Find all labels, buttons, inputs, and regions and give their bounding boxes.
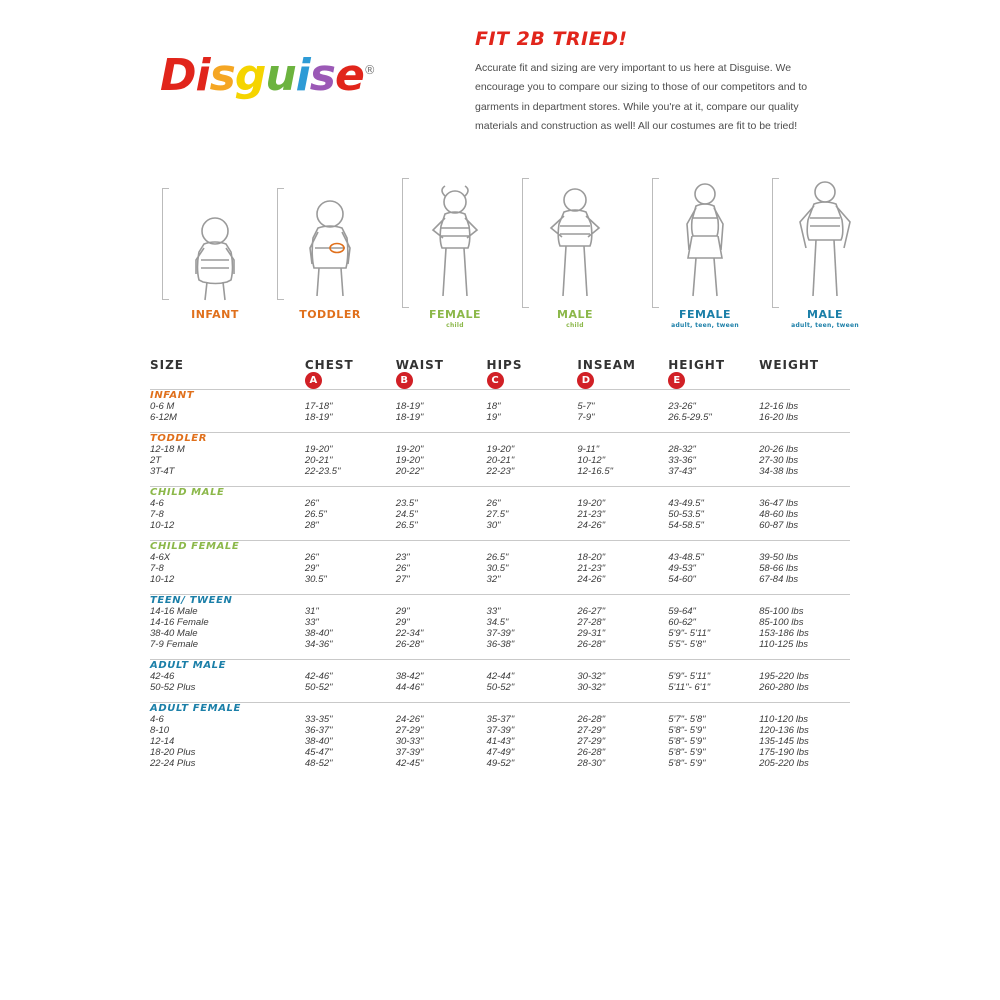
cell-weight: 205-220 lbs xyxy=(759,758,809,769)
group-spacer xyxy=(150,650,850,660)
cell-hips: 30" xyxy=(486,520,501,531)
cell-hips: 33" xyxy=(486,606,501,617)
group-name-child-male: CHILD MALE xyxy=(150,487,850,499)
cell-hips: 37-39" xyxy=(486,628,515,639)
row-size-label: 12-18 M xyxy=(150,444,185,455)
column-header-size: SIZE xyxy=(150,358,185,372)
cell-inseam: 7-9" xyxy=(577,412,595,423)
spacer-cell xyxy=(150,477,850,487)
table-row xyxy=(150,671,850,682)
cell-inseam: 21-23" xyxy=(577,509,606,520)
table-row xyxy=(150,639,850,650)
cell-waist: 42-45" xyxy=(395,758,424,769)
cell-inseam: 29-31" xyxy=(577,628,606,639)
cell-hips: 18" xyxy=(486,401,501,412)
row-size-label: 14-16 Male xyxy=(150,606,198,617)
cell-weight: 48-60 lbs xyxy=(759,509,799,520)
figure-label: TODDLER xyxy=(299,308,361,321)
cell-height: 5'8"- 5'9" xyxy=(668,747,706,758)
measurement-badge-C xyxy=(487,372,578,390)
measurement-badge-empty xyxy=(150,372,305,390)
logo-letter: i xyxy=(295,50,310,101)
row-size-label: 18-20 Plus xyxy=(150,747,196,758)
cell-waist: 29" xyxy=(395,606,410,617)
measurement-badge-B xyxy=(396,372,487,390)
size-table-head xyxy=(150,358,850,390)
cell-weight: 58-66 lbs xyxy=(759,563,799,574)
cell-weight: 135-145 lbs xyxy=(759,736,809,747)
cell-weight: 27-30 lbs xyxy=(759,455,799,466)
group-header-row xyxy=(150,660,850,672)
cell-waist: 30-33" xyxy=(395,736,424,747)
group-header-row xyxy=(150,541,850,553)
cell-chest: 38-40" xyxy=(304,628,333,639)
cell-weight: 195-220 lbs xyxy=(759,671,809,682)
group-header-row xyxy=(150,487,850,499)
cell-chest: 22-23.5" xyxy=(304,466,341,477)
table-row xyxy=(150,466,850,477)
table-row xyxy=(150,412,850,423)
cell-height: 5'5"- 5'8" xyxy=(668,639,706,650)
size-table-wrap xyxy=(150,358,850,769)
table-row xyxy=(150,574,850,585)
cell-weight: 34-38 lbs xyxy=(759,466,799,477)
cell-hips: 32" xyxy=(486,574,501,585)
cell-waist: 23.5" xyxy=(395,498,418,509)
size-table xyxy=(150,358,850,769)
figure-male-3 xyxy=(520,178,630,348)
measurement-badge-empty xyxy=(759,372,850,390)
row-size-label: 7-8 xyxy=(150,563,164,574)
figure-illustration xyxy=(275,178,385,308)
cell-height: 5'9"- 5'11" xyxy=(668,628,711,639)
cell-waist: 20-22" xyxy=(395,466,424,477)
fit-body-text: Accurate fit and sizing are very important to us here at Disguise. We encourage you to compare our sizing to those of our competitors and to garments in department stores. While you're at it, compare our quality materials and construction as well! All our costumes are fit to be tried! xyxy=(475,62,808,133)
cell-hips: 36-38" xyxy=(486,639,515,650)
column-header-row xyxy=(150,358,850,372)
cell-height: 59-64" xyxy=(668,606,696,617)
spacer-cell xyxy=(150,585,850,595)
measurement-badge-E xyxy=(668,372,759,390)
cell-height: 23-26" xyxy=(668,401,696,412)
cell-chest: 30.5" xyxy=(304,574,327,585)
cell-inseam: 30-32" xyxy=(577,682,606,693)
row-size-label: 42-46 xyxy=(150,671,175,682)
cell-height: 5'8"- 5'9" xyxy=(668,725,706,736)
cell-waist: 26-28" xyxy=(395,639,424,650)
group-name-infant: INFANT xyxy=(150,390,850,402)
cell-inseam: 27-29" xyxy=(577,725,606,736)
figure-illustration xyxy=(400,178,510,308)
spacer-cell xyxy=(150,650,850,660)
cell-inseam: 26-28" xyxy=(577,747,606,758)
cell-waist: 18-19" xyxy=(395,401,424,412)
table-row xyxy=(150,444,850,455)
cell-height: 60-62" xyxy=(668,617,696,628)
table-row xyxy=(150,714,850,725)
logo-letter: s xyxy=(309,50,335,101)
fit-title: FIT 2B TRIED! xyxy=(475,28,628,50)
table-row xyxy=(150,725,850,736)
cell-waist: 26" xyxy=(395,563,410,574)
cell-hips: 19" xyxy=(486,412,501,423)
cell-hips: 47-49" xyxy=(486,747,515,758)
table-row xyxy=(150,747,850,758)
cell-hips: 37-39" xyxy=(486,725,515,736)
cell-weight: 85-100 lbs xyxy=(759,617,804,628)
figure-sublabel: adult, teen, tween xyxy=(671,322,739,329)
cell-height: 26.5-29.5" xyxy=(668,412,712,423)
table-row xyxy=(150,758,850,769)
cell-waist: 23" xyxy=(395,552,410,563)
cell-weight: 16-20 lbs xyxy=(759,412,799,423)
row-size-label: 14-16 Female xyxy=(150,617,209,628)
cell-inseam: 26-28" xyxy=(577,639,606,650)
cell-inseam: 24-26" xyxy=(577,520,606,531)
group-spacer xyxy=(150,477,850,487)
cell-hips: 27.5" xyxy=(486,509,509,520)
figure-female-4 xyxy=(650,178,760,348)
cell-weight: 12-16 lbs xyxy=(759,401,799,412)
figure-sublabel: adult, teen, tween xyxy=(791,322,859,329)
cell-hips: 26.5" xyxy=(486,552,509,563)
cell-hips: 50-52" xyxy=(486,682,515,693)
table-row xyxy=(150,498,850,509)
spacer-cell xyxy=(150,423,850,433)
cell-weight: 175-190 lbs xyxy=(759,747,809,758)
logo-registered-mark: ® xyxy=(363,63,375,78)
cell-height: 50-53.5" xyxy=(668,509,704,520)
cell-height: 5'8"- 5'9" xyxy=(668,758,706,769)
group-header-row xyxy=(150,595,850,607)
group-name-adult-female: ADULT FEMALE xyxy=(150,703,850,715)
cell-waist: 29" xyxy=(395,617,410,628)
row-size-label: 7-9 Female xyxy=(150,639,199,650)
cell-height: 5'9"- 5'11" xyxy=(668,671,711,682)
cell-chest: 38-40" xyxy=(304,736,333,747)
row-size-label: 2T xyxy=(150,455,162,466)
cell-weight: 36-47 lbs xyxy=(759,498,799,509)
cell-chest: 33-35" xyxy=(304,714,333,725)
table-row xyxy=(150,455,850,466)
cell-inseam: 5-7" xyxy=(577,401,595,412)
cell-hips: 35-37" xyxy=(486,714,515,725)
column-header-weight: WEIGHT xyxy=(759,358,820,372)
column-header-waist: WAIST xyxy=(395,358,444,372)
logo-letter: D xyxy=(160,50,196,101)
cell-chest: 26" xyxy=(304,552,319,563)
logo-letter: i xyxy=(195,50,210,101)
cell-hips: 30.5" xyxy=(486,563,509,574)
cell-inseam: 10-12" xyxy=(577,455,606,466)
cell-inseam: 28-30" xyxy=(577,758,606,769)
cell-weight: 110-120 lbs xyxy=(759,714,809,725)
group-header-row xyxy=(150,703,850,715)
group-spacer xyxy=(150,585,850,595)
group-name-child-female: CHILD FEMALE xyxy=(150,541,850,553)
table-row xyxy=(150,617,850,628)
cell-chest: 36-37" xyxy=(304,725,333,736)
group-name-teen-tween: TEEN/ TWEEN xyxy=(150,595,850,607)
row-size-label: 12-14 xyxy=(150,736,175,747)
logo-letter: s xyxy=(209,50,235,101)
table-row xyxy=(150,401,850,412)
cell-inseam: 30-32" xyxy=(577,671,606,682)
badge-d: D xyxy=(577,372,594,389)
figure-male-5 xyxy=(770,178,880,348)
figure-toddler-1 xyxy=(275,178,385,348)
cell-inseam: 26-27" xyxy=(577,606,606,617)
cell-weight: 120-136 lbs xyxy=(759,725,809,736)
column-header-chest: CHEST xyxy=(304,358,354,372)
spacer-cell xyxy=(150,693,850,703)
cell-inseam: 18-20" xyxy=(577,552,606,563)
logo-letter: e xyxy=(334,50,364,101)
figure-label: INFANT xyxy=(191,308,239,321)
cell-height: 5'7"- 5'8" xyxy=(668,714,706,725)
row-size-label: 0-6 M xyxy=(150,401,175,412)
figure-infant-0 xyxy=(160,178,270,348)
badge-a: A xyxy=(305,372,322,389)
table-row xyxy=(150,520,850,531)
table-row xyxy=(150,563,850,574)
badge-c: C xyxy=(487,372,504,389)
group-header-row xyxy=(150,433,850,445)
row-size-label: 4-6 xyxy=(150,714,164,725)
cell-chest: 34-36" xyxy=(304,639,333,650)
table-row xyxy=(150,509,850,520)
cell-height: 54-60" xyxy=(668,574,696,585)
table-row xyxy=(150,628,850,639)
figure-illustration xyxy=(770,178,880,308)
group-spacer xyxy=(150,693,850,703)
cell-chest: 19-20" xyxy=(304,444,333,455)
cell-weight: 153-186 lbs xyxy=(759,628,809,639)
cell-inseam: 26-28" xyxy=(577,714,606,725)
cell-hips: 26" xyxy=(486,498,501,509)
row-size-label: 7-8 xyxy=(150,509,164,520)
cell-waist: 26.5" xyxy=(395,520,418,531)
cell-height: 5'11"- 6'1" xyxy=(668,682,711,693)
spacer-cell xyxy=(150,531,850,541)
cell-chest: 18-19" xyxy=(304,412,333,423)
cell-waist: 24-26" xyxy=(395,714,424,725)
cell-hips: 34.5" xyxy=(486,617,509,628)
cell-chest: 20-21" xyxy=(304,455,333,466)
cell-height: 49-53" xyxy=(668,563,696,574)
figure-illustration xyxy=(160,178,270,308)
logo-letter: u xyxy=(265,50,296,101)
figure-label: MALE xyxy=(557,308,593,321)
figure-label: FEMALE xyxy=(428,308,481,321)
cell-height: 43-49.5" xyxy=(668,498,704,509)
cell-weight: 85-100 lbs xyxy=(759,606,804,617)
group-header-row xyxy=(150,390,850,402)
cell-waist: 37-39" xyxy=(395,747,424,758)
cell-chest: 26.5" xyxy=(304,509,327,520)
cell-inseam: 27-28" xyxy=(577,617,606,628)
size-table-body xyxy=(150,390,850,770)
cell-height: 54-58.5" xyxy=(668,520,704,531)
cell-waist: 27-29" xyxy=(395,725,424,736)
cell-chest: 45-47" xyxy=(304,747,333,758)
cell-inseam: 21-23" xyxy=(577,563,606,574)
measurement-badge-D xyxy=(577,372,668,390)
row-size-label: 4-6 xyxy=(150,498,164,509)
cell-weight: 20-26 lbs xyxy=(759,444,799,455)
cell-hips: 41-43" xyxy=(486,736,515,747)
cell-chest: 26" xyxy=(304,498,319,509)
group-name-adult-male: ADULT MALE xyxy=(150,660,850,672)
cell-waist: 24.5" xyxy=(395,509,418,520)
cell-weight: 110-125 lbs xyxy=(759,639,809,650)
row-size-label: 10-12 xyxy=(150,574,175,585)
cell-weight: 60-87 lbs xyxy=(759,520,799,531)
cell-hips: 22-23" xyxy=(486,466,515,477)
figure-illustration xyxy=(650,178,760,308)
cell-chest: 28" xyxy=(304,520,319,531)
cell-weight: 39-50 lbs xyxy=(759,552,799,563)
cell-hips: 19-20" xyxy=(486,444,515,455)
figure-label: FEMALE xyxy=(678,308,731,321)
row-size-label: 4-6X xyxy=(150,552,171,563)
row-size-label: 6-12M xyxy=(150,412,177,423)
logo-letter: g xyxy=(234,50,266,101)
table-row xyxy=(150,682,850,693)
cell-hips: 20-21" xyxy=(486,455,515,466)
cell-waist: 19-20" xyxy=(395,455,424,466)
group-spacer xyxy=(150,531,850,541)
cell-hips: 42-44" xyxy=(486,671,515,682)
cell-waist: 27" xyxy=(395,574,410,585)
row-size-label: 3T-4T xyxy=(150,466,175,477)
measurement-badge-A xyxy=(305,372,396,390)
table-row xyxy=(150,606,850,617)
figure-label: MALE xyxy=(807,308,843,321)
table-row xyxy=(150,736,850,747)
cell-waist: 18-19" xyxy=(395,412,424,423)
badge-b: B xyxy=(396,372,413,389)
cell-weight: 67-84 lbs xyxy=(759,574,799,585)
cell-inseam: 19-20" xyxy=(577,498,606,509)
row-size-label: 8-10 xyxy=(150,725,170,736)
cell-chest: 42-46" xyxy=(304,671,333,682)
figure-row xyxy=(150,178,859,348)
group-spacer xyxy=(150,423,850,433)
cell-inseam: 12-16.5" xyxy=(577,466,613,477)
row-size-label: 50-52 Plus xyxy=(150,682,196,693)
cell-height: 5'8"- 5'9" xyxy=(668,736,706,747)
logo-wordmark xyxy=(160,50,430,101)
cell-waist: 22-34" xyxy=(395,628,424,639)
cell-inseam: 24-26" xyxy=(577,574,606,585)
figure-female-2 xyxy=(400,178,510,348)
column-header-height: HEIGHT xyxy=(668,358,726,372)
cell-height: 28-32" xyxy=(668,444,696,455)
figure-illustration xyxy=(520,178,630,308)
fit-2b-tried-block xyxy=(475,28,835,137)
cell-height: 33-36" xyxy=(668,455,696,466)
row-size-label: 10-12 xyxy=(150,520,175,531)
figure-sublabel: child xyxy=(446,322,464,329)
badge-e: E xyxy=(668,372,685,389)
column-header-hips: HIPS xyxy=(486,358,523,372)
cell-hips: 49-52" xyxy=(486,758,515,769)
cell-chest: 17-18" xyxy=(304,401,333,412)
cell-waist: 44-46" xyxy=(395,682,424,693)
cell-chest: 29" xyxy=(304,563,319,574)
cell-chest: 31" xyxy=(304,606,319,617)
row-size-label: 22-24 Plus xyxy=(150,758,196,769)
cell-chest: 33" xyxy=(304,617,319,628)
cell-inseam: 27-29" xyxy=(577,736,606,747)
measurement-badge-row xyxy=(150,372,850,390)
cell-inseam: 9-11" xyxy=(577,444,600,455)
group-name-toddler: TODDLER xyxy=(150,433,850,445)
cell-height: 37-43" xyxy=(668,466,696,477)
cell-height: 43-48.5" xyxy=(668,552,704,563)
table-row xyxy=(150,552,850,563)
cell-chest: 48-52" xyxy=(304,758,333,769)
figure-sublabel: child xyxy=(566,322,584,329)
disguise-logo xyxy=(160,50,430,120)
cell-waist: 38-42" xyxy=(395,671,424,682)
cell-chest: 50-52" xyxy=(304,682,333,693)
row-size-label: 38-40 Male xyxy=(150,628,198,639)
column-header-inseam: INSEAM xyxy=(577,358,636,372)
header xyxy=(150,20,850,170)
cell-waist: 19-20" xyxy=(395,444,424,455)
cell-weight: 260-280 lbs xyxy=(759,682,809,693)
